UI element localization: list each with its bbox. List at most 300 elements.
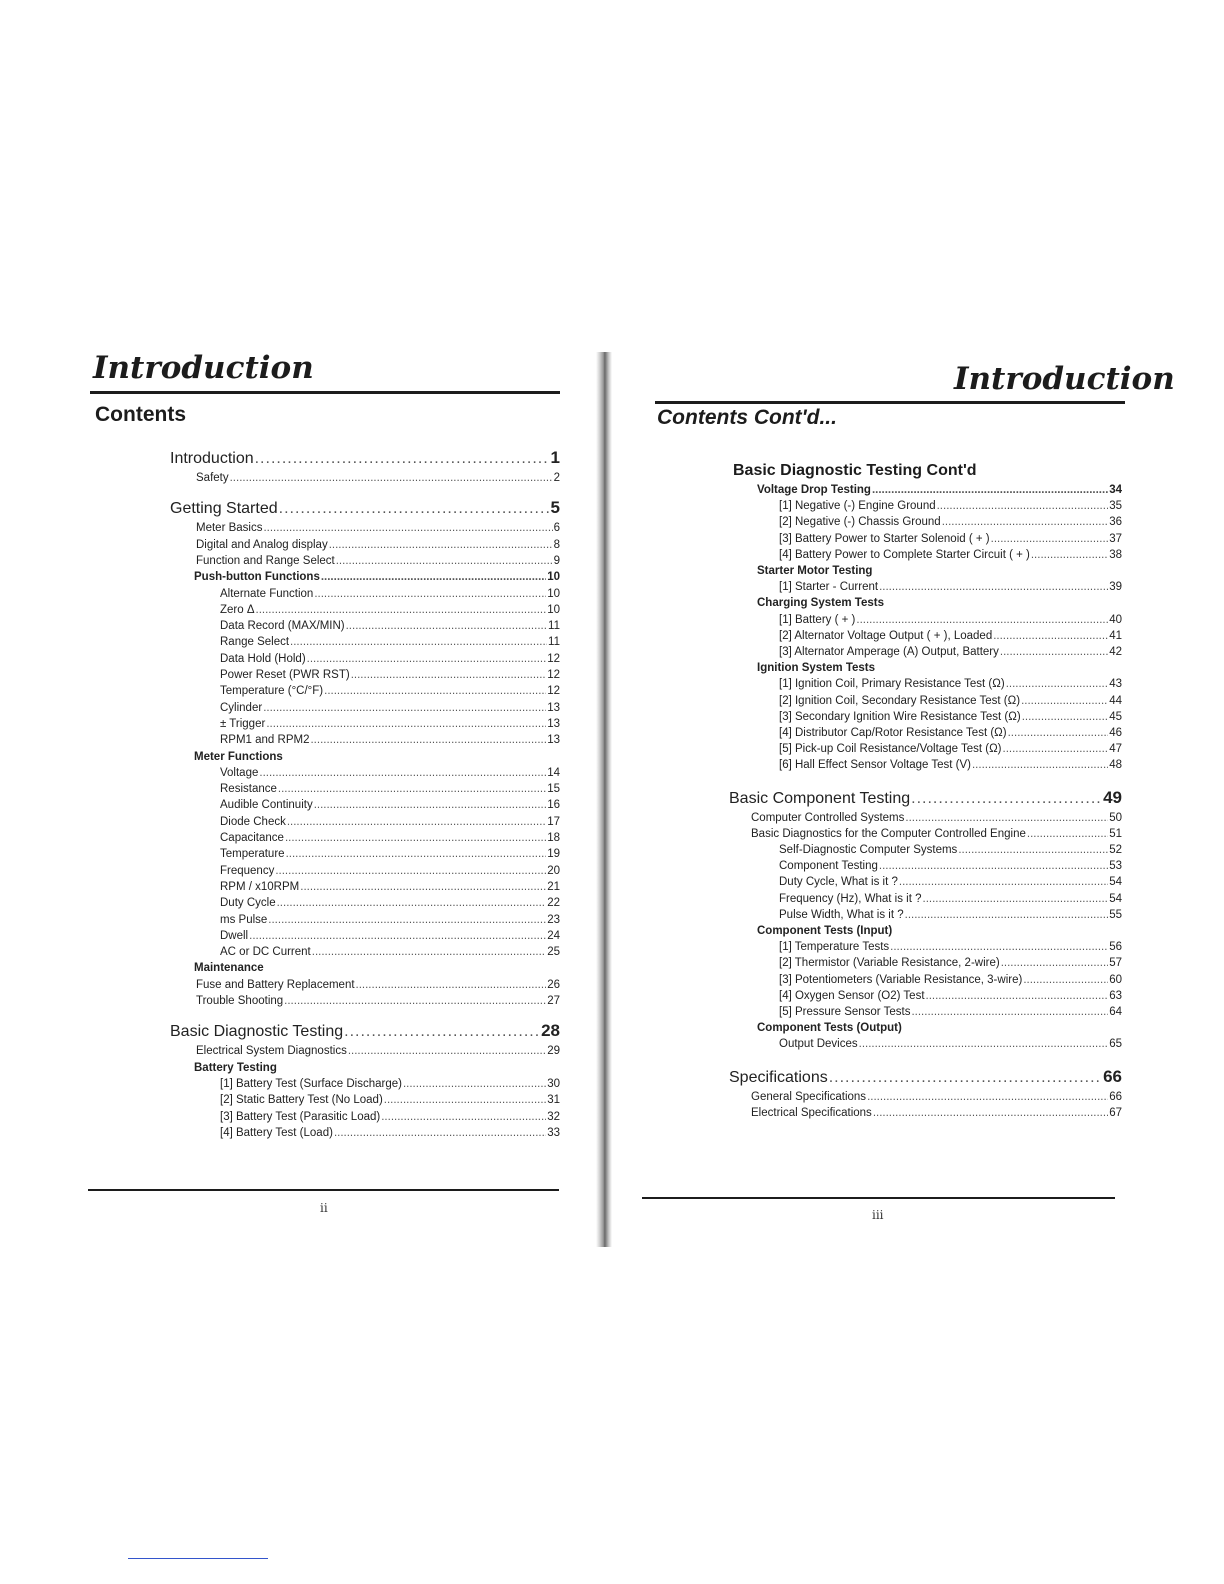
toc-entry-label: Cylinder <box>220 701 263 714</box>
toc-entry <box>220 1094 560 1106</box>
toc-entry <box>220 799 560 811</box>
toc-entry-label: Voltage Drop Testing <box>757 484 871 496</box>
toc-entry-page: 28 <box>541 1021 560 1041</box>
toc-entry <box>170 498 560 518</box>
left-footer-rule <box>88 1189 559 1191</box>
toc-leader-dots <box>344 1023 540 1041</box>
toc-entry-page: 19 <box>547 848 560 861</box>
toc-entry <box>757 1022 1122 1034</box>
toc-leader-dots <box>1021 695 1108 707</box>
toc-entry-page: 31 <box>547 1094 560 1107</box>
right-header-title: Introduction <box>954 361 1175 397</box>
toc-entry-label: Safety <box>196 472 229 484</box>
toc-leader-dots <box>284 995 546 1007</box>
toc-entry <box>220 881 560 893</box>
toc-entry <box>220 588 560 600</box>
toc-entry-page: 41 <box>1109 629 1122 642</box>
toc-entry-page: 54 <box>1109 876 1122 889</box>
toc-entry <box>194 1062 560 1074</box>
toc-leader-dots <box>286 848 547 860</box>
toc-leader-dots <box>872 484 1108 496</box>
toc-leader-dots <box>937 500 1109 512</box>
toc-leader-dots <box>287 816 546 828</box>
toc-entry <box>220 669 560 681</box>
toc-entry <box>220 848 560 860</box>
toc-leader-dots <box>926 990 1109 1002</box>
toc-entry-page: 34 <box>1109 484 1122 496</box>
toc-leader-dots <box>905 909 1109 921</box>
toc-entry <box>220 685 560 697</box>
toc-entry-page: 50 <box>1109 811 1122 824</box>
toc-entry-page: 32 <box>547 1110 560 1123</box>
toc-leader-dots <box>351 669 546 681</box>
toc-entry-page: 12 <box>547 685 560 698</box>
right-contents-title: Contents Cont'd... <box>657 406 837 429</box>
toc-entry <box>220 653 560 665</box>
toc-leader-dots <box>879 860 1108 872</box>
toc-entry <box>220 620 560 632</box>
toc-entry <box>220 767 560 779</box>
toc-leader-dots <box>911 790 1102 808</box>
toc-leader-dots <box>266 718 546 730</box>
toc-entry <box>194 962 560 974</box>
toc-leader-dots <box>310 734 546 746</box>
toc-entry-label: [3] Alternator Amperage (A) Output, Battery <box>779 646 999 658</box>
toc-entry <box>220 718 560 730</box>
toc-entry <box>779 990 1122 1002</box>
toc-leader-dots <box>381 1111 546 1123</box>
toc-leader-dots <box>256 604 547 616</box>
toc-entry-page: 36 <box>1109 516 1122 529</box>
toc-entry-label: Charging System Tests <box>757 597 884 610</box>
left-header-rule <box>90 391 560 394</box>
toc-entry-label: [3] Battery Power to Starter Solenoid ( + ) <box>779 532 990 545</box>
toc-entry-page: 56 <box>1109 941 1122 954</box>
toc-entry-label: Alternate Function <box>220 587 314 600</box>
toc-leader-dots <box>285 832 546 844</box>
toc-entry <box>220 604 560 616</box>
toc-entry-page: 29 <box>547 1045 560 1058</box>
toc-entry-page: 48 <box>1109 759 1122 772</box>
toc-entry-label: Component Testing <box>779 860 878 873</box>
toc-entry <box>779 678 1122 690</box>
toc-entry-page: 63 <box>1109 989 1122 1002</box>
toc-entry-page: 45 <box>1109 710 1122 723</box>
toc-entry-page: 24 <box>547 929 560 942</box>
toc-entry <box>779 581 1122 593</box>
toc-entry-page: 9 <box>553 554 560 567</box>
toc-leader-dots <box>290 636 547 648</box>
toc-entry <box>220 897 560 909</box>
toc-leader-dots <box>991 533 1109 545</box>
toc-entry-label: Basic Diagnostic Testing <box>170 1023 344 1041</box>
toc-leader-dots <box>275 865 546 877</box>
toc-leader-dots <box>314 588 546 600</box>
toc-entry <box>729 1067 1122 1087</box>
toc-entry-label: [1] Ignition Coil, Primary Resistance Test (Ω) <box>779 678 1005 691</box>
toc-leader-dots <box>346 620 547 632</box>
toc-entry <box>779 860 1122 872</box>
toc-entry-label: Voltage <box>220 766 259 779</box>
toc-entry-label: Frequency (Hz), What is it ? <box>779 892 922 905</box>
toc-entry-label: [2] Thermistor (Variable Resistance, 2-wire) <box>779 957 1000 970</box>
toc-leader-dots <box>1001 957 1109 969</box>
toc-leader-dots <box>268 914 546 926</box>
toc-leader-dots <box>329 539 553 551</box>
toc-entry-page: 11 <box>548 636 560 649</box>
toc-entry-label: RPM1 and RPM2 <box>220 734 310 747</box>
toc-entry <box>220 1078 560 1090</box>
toc-entry <box>196 555 560 567</box>
toc-entry-label: Maintenance <box>194 962 264 975</box>
toc-entry-label: Output Devices <box>779 1038 858 1051</box>
toc-entry <box>779 893 1122 905</box>
toc-entry-page: 6 <box>553 522 560 535</box>
toc-entry-label: Temperature (°C/°F) <box>220 685 324 698</box>
toc-entry <box>779 727 1122 739</box>
toc-leader-dots <box>1027 828 1108 840</box>
toc-entry <box>220 832 560 844</box>
toc-entry <box>220 1111 560 1123</box>
toc-leader-dots <box>856 614 1108 626</box>
toc-entry <box>779 844 1122 856</box>
toc-leader-dots <box>1000 646 1108 658</box>
toc-entry-label: Diode Check <box>220 815 286 828</box>
toc-entry <box>779 743 1122 755</box>
toc-entry-label: AC or DC Current <box>220 946 311 959</box>
toc-entry-label: [4] Oxygen Sensor (O2) Test <box>779 989 925 1002</box>
toc-entry-label: Capacitance <box>220 832 284 844</box>
toc-entry <box>751 812 1122 824</box>
left-contents-title: Contents <box>95 403 186 426</box>
toc-entry <box>779 614 1122 626</box>
toc-entry-label: Digital and Analog display <box>196 538 328 551</box>
toc-entry <box>220 946 560 958</box>
toc-leader-dots <box>356 979 547 991</box>
toc-entry-label: Power Reset (PWR RST) <box>220 669 350 681</box>
toc-entry-label: [4] Battery Power to Complete Starter Circuit ( + ) <box>779 548 1030 561</box>
toc-entry-label: [3] Battery Test (Parasitic Load) <box>220 1110 381 1123</box>
toc-entry <box>196 522 560 534</box>
toc-entry-page: 46 <box>1109 727 1122 739</box>
toc-leader-dots <box>334 1127 546 1139</box>
toc-entry-page: 13 <box>547 701 560 714</box>
toc-entry-label: [1] Temperature Tests <box>779 941 890 954</box>
left-page-number: ii <box>320 1201 328 1215</box>
toc-entry-page: 1 <box>550 448 560 467</box>
toc-entry <box>779 1038 1122 1050</box>
toc-leader-dots <box>314 799 547 811</box>
toc-entry-page: 49 <box>1103 787 1122 807</box>
toc-entry-label: Data Hold (Hold) <box>220 652 306 665</box>
toc-leader-dots <box>879 581 1108 593</box>
toc-entry-label: [1] Battery Test (Surface Discharge) <box>220 1077 402 1090</box>
toc-entry <box>196 472 560 484</box>
toc-leader-dots <box>321 571 546 583</box>
toc-entry-label: Ignition System Tests <box>757 662 876 675</box>
toc-entry-label: Fuse and Battery Replacement <box>196 978 355 991</box>
toc-entry-page: 64 <box>1109 1006 1122 1018</box>
toc-entry-page: 54 <box>1109 892 1122 905</box>
toc-entry-label: Self-Diagnostic Computer Systems <box>779 844 958 856</box>
toc-leader-dots <box>300 881 546 893</box>
toc-entry-page: 16 <box>547 799 560 812</box>
toc-entry-label: Electrical System Diagnostics <box>196 1045 347 1058</box>
toc-entry-page: 10 <box>547 571 560 584</box>
toc-entry-page: 40 <box>1109 613 1122 626</box>
toc-leader-dots <box>263 702 546 714</box>
toc-entry-label: Zero Δ <box>220 603 255 616</box>
toc-entry <box>751 1091 1122 1103</box>
toc-leader-dots <box>873 1107 1108 1119</box>
toc-entry-page: 12 <box>547 652 560 665</box>
toc-entry-label: Introduction <box>170 450 254 467</box>
toc-entry-page: 37 <box>1109 532 1122 545</box>
toc-entry <box>779 516 1122 528</box>
toc-leader-dots <box>911 1006 1108 1018</box>
toc-leader-dots <box>312 946 546 958</box>
toc-leader-dots <box>249 930 546 942</box>
bottom-underline <box>128 1558 268 1559</box>
toc-entry-label: [5] Pick-up Coil Resistance/Voltage Test (Ω) <box>779 743 1002 756</box>
toc-entry-page: 2 <box>553 472 560 484</box>
toc-leader-dots <box>890 941 1108 953</box>
toc-leader-dots <box>230 472 553 484</box>
toc-leader-dots <box>972 759 1108 771</box>
toc-entry-page: 10 <box>547 603 560 616</box>
toc-entry-label: Computer Controlled Systems <box>751 811 905 824</box>
toc-entry <box>196 979 560 991</box>
toc-entry <box>779 630 1122 642</box>
toc-entry-page: 44 <box>1109 694 1122 707</box>
toc-leader-dots <box>867 1091 1108 1103</box>
toc-entry-label: [1] Negative (-) Engine Ground <box>779 500 936 513</box>
toc-leader-dots <box>278 783 546 795</box>
toc-leader-dots <box>348 1045 546 1057</box>
toc-entry-page: 26 <box>547 978 560 991</box>
toc-entry-page: 66 <box>1103 1066 1122 1086</box>
toc-leader-dots <box>1022 711 1109 723</box>
toc-entry-page: 60 <box>1109 973 1122 986</box>
toc-entry-label: Getting Started <box>170 500 278 518</box>
toc-entry-page: 8 <box>553 538 560 551</box>
toc-entry-page: 43 <box>1109 678 1122 691</box>
toc-entry <box>779 941 1122 953</box>
toc-entry-page: 5 <box>550 498 560 518</box>
toc-entry-label: [4] Battery Test (Load) <box>220 1126 333 1139</box>
toc-entry-label: Component Tests (Output) <box>757 1022 902 1035</box>
toc-entry-page: 12 <box>547 669 560 681</box>
toc-entry-label: Function and Range Select <box>196 554 335 567</box>
toc-entry-label: [5] Pressure Sensor Tests <box>779 1006 911 1018</box>
toc-entry <box>757 484 1122 496</box>
toc-entry-page: 57 <box>1109 957 1122 970</box>
right-header-rule <box>655 401 1125 404</box>
toc-entry <box>757 662 1122 674</box>
toc-entry-label: Trouble Shooting <box>196 995 284 1007</box>
toc-entry-page: 66 <box>1109 1090 1122 1103</box>
toc-entry-label: [4] Distributor Cap/Rotor Resistance Test (Ω) <box>779 727 1007 739</box>
toc-entry-label: [2] Ignition Coil, Secondary Resistance Test (Ω) <box>779 694 1021 707</box>
toc-entry-page: 13 <box>547 717 560 730</box>
right-footer-rule <box>642 1197 1115 1199</box>
toc-entry <box>220 865 560 877</box>
toc-entry <box>220 914 560 926</box>
toc-leader-dots <box>923 893 1109 905</box>
toc-entry-page: 11 <box>548 620 560 633</box>
toc-entry-page: 22 <box>547 897 560 910</box>
toc-entry-page: 10 <box>547 587 560 600</box>
toc-leader-dots <box>255 450 550 468</box>
toc-entry <box>170 448 560 468</box>
toc-entry-label: [3] Secondary Ignition Wire Resistance Test (Ω) <box>779 710 1021 723</box>
toc-entry-label: Specifications <box>729 1068 828 1086</box>
toc-entry-label: Range Select <box>220 636 290 649</box>
toc-entry <box>170 1021 560 1041</box>
toc-leader-dots <box>384 1094 546 1106</box>
toc-entry-label: ms Pulse <box>220 913 268 926</box>
toc-entry <box>196 1045 560 1057</box>
toc-entry-page: 67 <box>1109 1106 1122 1119</box>
toc-leader-dots <box>336 555 553 567</box>
toc-entry-label: [2] Static Battery Test (No Load) <box>220 1094 383 1107</box>
toc-entry <box>779 533 1122 545</box>
right-contents-subtitle: Basic Diagnostic Testing Cont'd <box>733 462 977 479</box>
toc-entry <box>757 597 1122 609</box>
toc-entry-label: [3] Potentiometers (Variable Resistance, 3-wire) <box>779 973 1023 986</box>
toc-leader-dots <box>324 685 546 697</box>
toc-entry <box>779 876 1122 888</box>
toc-leader-dots <box>942 516 1109 528</box>
toc-entry-label: Dwell <box>220 929 249 942</box>
toc-leader-dots <box>1003 743 1109 755</box>
toc-entry-label: Electrical Specifications <box>751 1106 872 1119</box>
toc-entry <box>196 995 560 1007</box>
toc-leader-dots <box>279 500 550 518</box>
toc-entry-label: Starter Motor Testing <box>757 565 873 577</box>
toc-entry-label: Basic Component Testing <box>729 789 911 807</box>
toc-leader-dots <box>307 653 547 665</box>
toc-leader-dots <box>259 767 546 779</box>
toc-entry-page: 20 <box>547 864 560 877</box>
toc-entry <box>194 571 560 583</box>
toc-leader-dots <box>905 812 1108 824</box>
toc-entry-label: Resistance <box>220 783 277 796</box>
toc-entry <box>194 751 560 763</box>
toc-entry <box>220 816 560 828</box>
toc-entry-page: 51 <box>1109 827 1122 840</box>
toc-leader-dots <box>1008 727 1109 739</box>
toc-entry-page: 21 <box>547 880 560 893</box>
toc-entry <box>220 734 560 746</box>
toc-entry <box>757 925 1122 937</box>
toc-leader-dots <box>993 630 1108 642</box>
toc-entry <box>220 702 560 714</box>
toc-entry-label: Data Record (MAX/MIN) <box>220 620 345 633</box>
toc-entry-page: 42 <box>1109 646 1122 658</box>
toc-entry-page: 39 <box>1109 581 1122 594</box>
toc-entry-label: Temperature <box>220 848 285 861</box>
toc-leader-dots <box>263 522 552 534</box>
toc-entry-page: 18 <box>547 832 560 844</box>
toc-entry-label: General Specifications <box>751 1090 867 1103</box>
toc-leader-dots <box>1006 678 1109 690</box>
toc-leader-dots <box>958 844 1108 856</box>
toc-entry <box>220 636 560 648</box>
toc-entry-label: [6] Hall Effect Sensor Voltage Test (V) <box>779 759 971 772</box>
toc-entry-page: 55 <box>1109 908 1122 921</box>
toc-entry <box>196 539 560 551</box>
toc-entry <box>779 549 1122 561</box>
toc-entry-label: Push-button Functions <box>194 571 320 584</box>
toc-entry <box>779 909 1122 921</box>
toc-entry <box>220 930 560 942</box>
toc-entry <box>220 1127 560 1139</box>
toc-entry <box>729 788 1122 808</box>
toc-entry-page: 17 <box>547 815 560 828</box>
toc-entry <box>779 711 1122 723</box>
toc-leader-dots <box>1023 974 1108 986</box>
toc-entry-page: 35 <box>1109 500 1122 513</box>
toc-entry-page: 47 <box>1109 743 1122 756</box>
toc-entry-label: [1] Starter - Current <box>779 581 879 594</box>
toc-leader-dots <box>829 1069 1102 1087</box>
toc-entry <box>779 759 1122 771</box>
toc-entry <box>779 957 1122 969</box>
book-binding-gutter <box>596 352 612 1247</box>
toc-leader-dots <box>859 1038 1109 1050</box>
toc-entry-label: [2] Negative (-) Chassis Ground <box>779 516 941 529</box>
toc-leader-dots <box>1031 549 1108 561</box>
toc-entry-label: Duty Cycle, What is it ? <box>779 876 898 889</box>
toc-entry-page: 15 <box>547 783 560 796</box>
right-page-number: iii <box>872 1208 884 1222</box>
toc-entry-page: 14 <box>547 766 560 779</box>
toc-entry-label: Meter Functions <box>194 750 283 763</box>
toc-entry-page: 38 <box>1109 548 1122 561</box>
toc-leader-dots <box>277 897 547 909</box>
toc-entry <box>220 783 560 795</box>
toc-entry-label: Battery Testing <box>194 1061 277 1074</box>
toc-entry-page: 27 <box>547 995 560 1007</box>
toc-entry-label: [2] Alternator Voltage Output ( + ), Loaded <box>779 629 993 642</box>
toc-entry-page: 65 <box>1109 1038 1122 1051</box>
toc-entry-page: 30 <box>547 1077 560 1090</box>
toc-entry <box>751 1107 1122 1119</box>
toc-entry <box>779 500 1122 512</box>
toc-entry <box>779 695 1122 707</box>
toc-entry-label: ± Trigger <box>220 717 266 730</box>
toc-entry-page: 33 <box>547 1126 560 1139</box>
toc-entry-page: 25 <box>547 946 560 959</box>
left-header-title: Introduction <box>93 350 314 386</box>
toc-entry-label: Basic Diagnostics for the Computer Controlled Engine <box>751 827 1026 840</box>
toc-leader-dots <box>899 876 1108 888</box>
toc-entry-page: 52 <box>1109 844 1122 856</box>
toc-entry-page: 23 <box>547 913 560 926</box>
toc-entry <box>751 828 1122 840</box>
toc-entry-page: 53 <box>1109 860 1122 873</box>
toc-entry-label: Pulse Width, What is it ? <box>779 908 904 921</box>
toc-entry-label: Audible Continuity <box>220 799 313 812</box>
toc-entry <box>779 974 1122 986</box>
toc-entry-label: [1] Battery ( + ) <box>779 613 856 626</box>
toc-entry-label: Component Tests (Input) <box>757 925 893 937</box>
toc-entry-page: 13 <box>547 734 560 747</box>
toc-leader-dots <box>403 1078 546 1090</box>
toc-entry <box>757 565 1122 577</box>
toc-entry-label: RPM / x10RPM <box>220 880 300 893</box>
